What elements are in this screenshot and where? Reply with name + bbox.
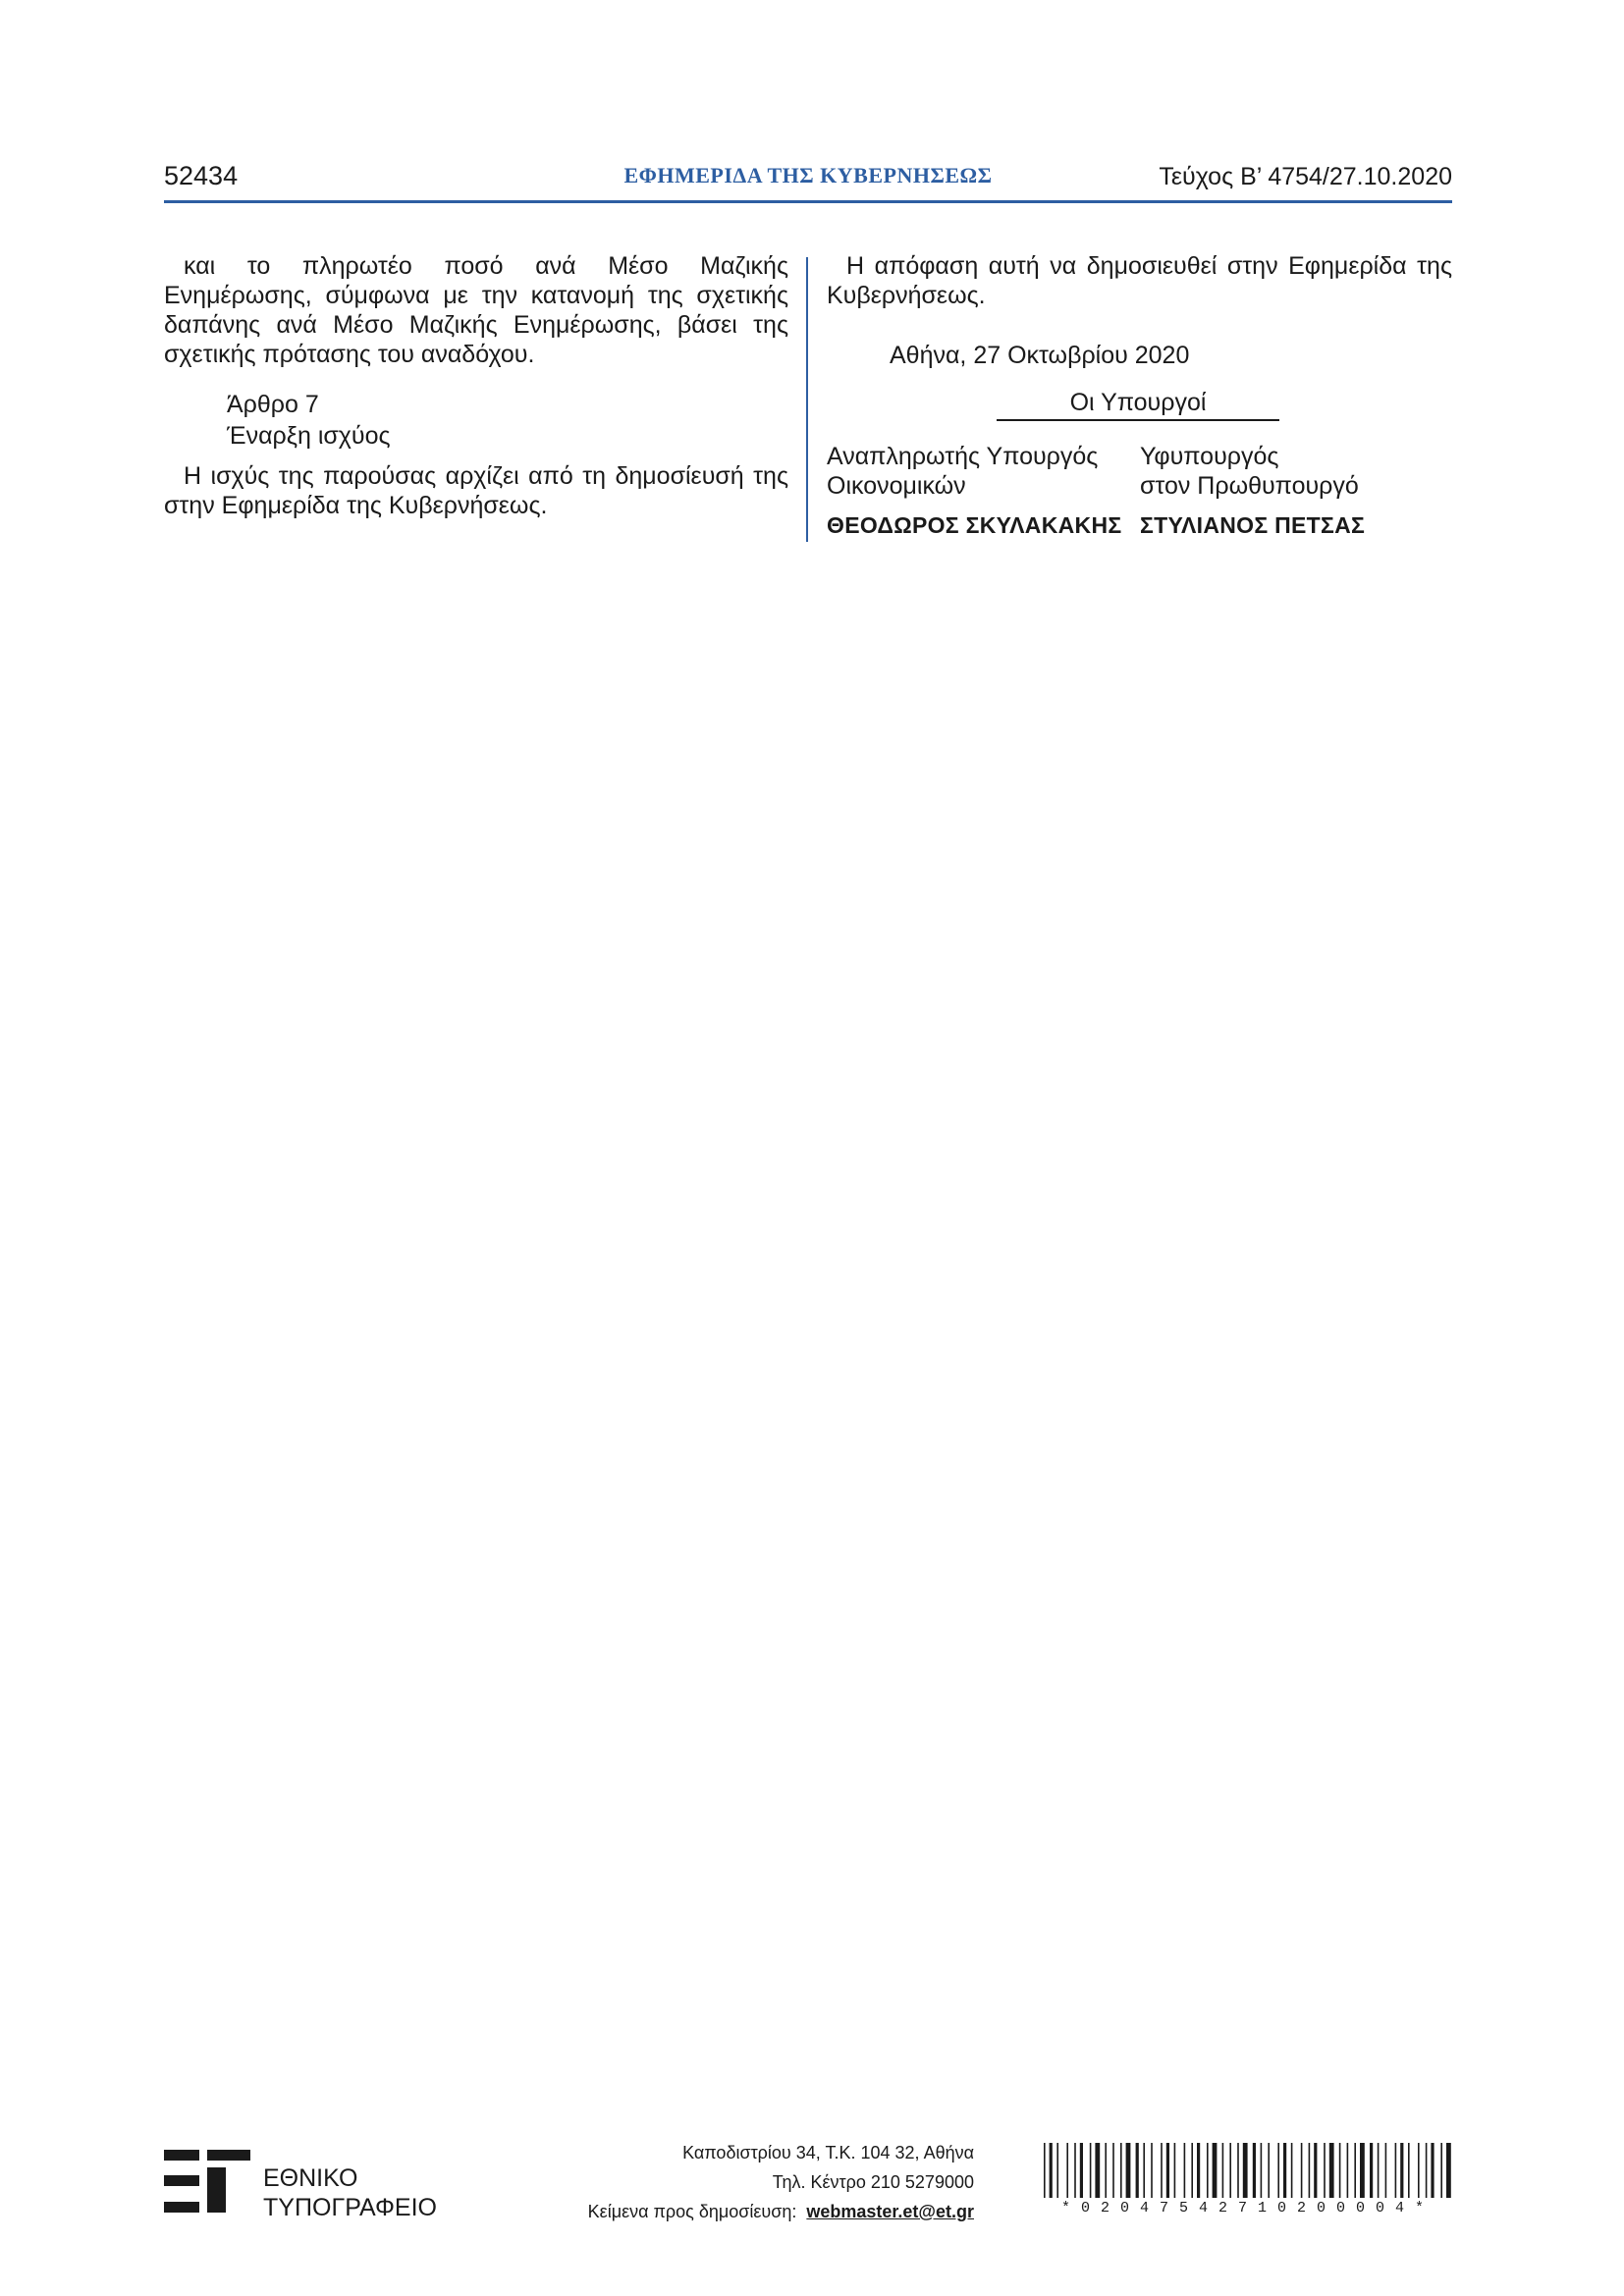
logo-text: [263, 2163, 437, 2222]
submissions-label: Κείμενα προς δημοσίευση:: [587, 2202, 797, 2221]
article-title: Έναρξη ισχύος: [227, 422, 391, 450]
page-header: [164, 157, 1452, 203]
publication-order: Η απόφαση αυτή να δημοσιευθεί στην Εφημερίδα της Κυβερνήσεως.: [827, 252, 1452, 309]
signatory-title: Αναπληρωτής Υπουργός: [827, 443, 1099, 470]
logo-line: ΤΥΠΟΓΡΑΦΕΙΟ: [263, 2194, 438, 2221]
footer-contact: [588, 2138, 974, 2226]
et-logo-icon: [164, 2150, 250, 2213]
signatory-title: στον Πρωθυπουργό: [1140, 472, 1359, 500]
barcode-number: *02047542710200004*: [1060, 2200, 1435, 2216]
address: Καποδιστρίου 34, Τ.Κ. 104 32, Αθήνα: [682, 2143, 974, 2163]
signatory-name: ΘΕΟΔΩΡΟΣ ΣΚΥΛΑΚΑΚΗΣ: [827, 512, 1122, 538]
gazette-title: ΕΦΗΜΕΡΙΔΑ ΤΗΣ ΚΥΒΕΡΝΗΣΕΩΣ: [623, 163, 993, 187]
signatory-title: Υφυπουργός: [1140, 443, 1279, 470]
ministers-label: Οι Υπουργοί: [997, 389, 1279, 421]
barcode: [1044, 2143, 1452, 2198]
signatory-name: ΣΤΥΛΙΑΝΟΣ ΠΕΤΣΑΣ: [1140, 512, 1366, 538]
logo-line: ΕΘΝΙΚΟ: [263, 2164, 358, 2192]
page-number: 52434: [164, 161, 239, 190]
signatory-block: [1140, 442, 1365, 540]
submissions-line: [588, 2197, 974, 2226]
article-number: Άρθρο 7: [227, 391, 319, 418]
article-heading: [164, 389, 788, 452]
left-column: [164, 251, 788, 520]
phone: Τηλ. Κέντρο 210 5279000: [772, 2172, 974, 2192]
signatory-title: Οικονομικών: [827, 472, 966, 500]
continuation-paragraph: και το πληρωτέο ποσό ανά Μέσο Μαζικής Ενημέρωσης, σύμφωνα με την κατανομή της σχετικής δαπάνης ανά Μέσο Μαζικής Ενημέρωσης, βάσει της σχετικής πρότασης του αναδόχου.: [164, 252, 788, 368]
column-divider: [806, 257, 808, 542]
issue-number: Τεύχος Β’ 4754/27.10.2020: [1159, 163, 1452, 190]
signatory-block: [827, 442, 1121, 540]
date-place: Αθήνα, 27 Οκτωβρίου 2020: [890, 342, 1190, 369]
right-column: [827, 251, 1452, 310]
article-body: Η ισχύς της παρούσας αρχίζει από τη δημοσίευσή της στην Εφημερίδα της Κυβερνήσεως.: [164, 462, 788, 519]
email-link[interactable]: webmaster.et@et.gr: [806, 2202, 974, 2221]
